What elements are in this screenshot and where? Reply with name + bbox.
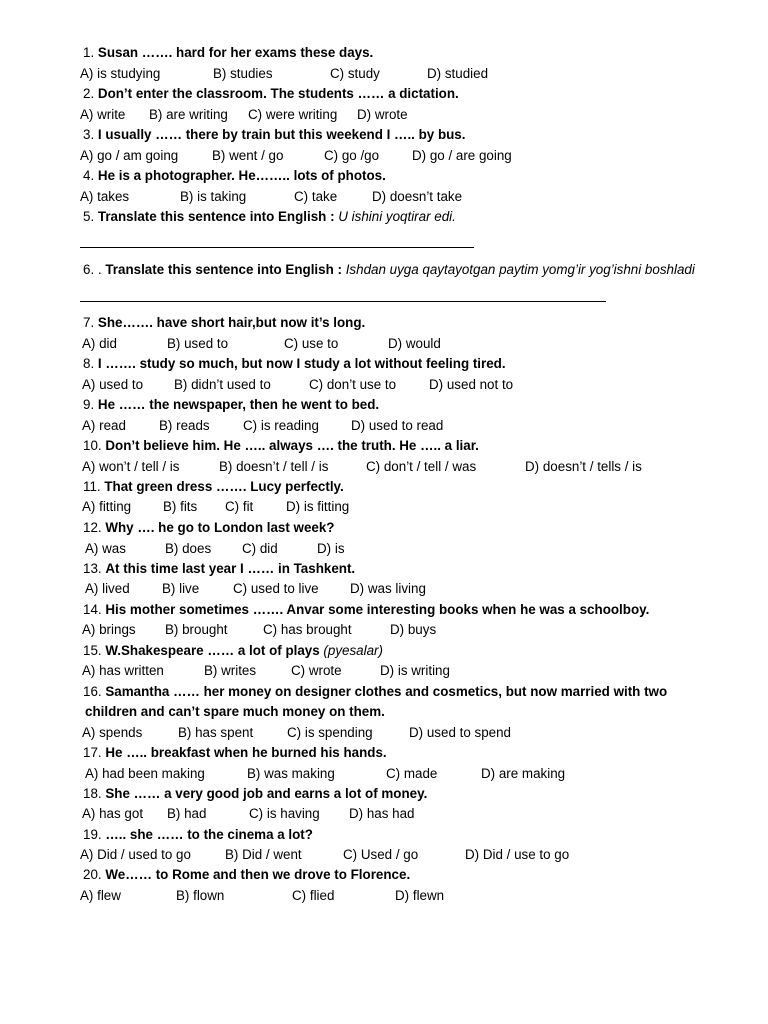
question-number: 14.: [83, 602, 102, 617]
question-text: Don’t believe him. He ….. always …. the truth. He ….. a liar.: [105, 438, 479, 453]
option-b[interactable]: B) does: [165, 541, 212, 556]
option-c[interactable]: C) go /go: [324, 148, 380, 163]
option-b[interactable]: B) fits: [163, 499, 198, 514]
question-11: [83, 479, 344, 495]
question-number: 4.: [83, 168, 95, 183]
question-text: Samantha …… her money on designer clothes and cosmetics, but now married with two: [105, 684, 668, 699]
question-number: 11.: [83, 479, 101, 494]
question-number: 1.: [83, 45, 95, 60]
question-20: [83, 867, 410, 883]
question-note: Ishdan uyga qaytayotgan paytim yomg’ir yog’ishni boshladi: [345, 262, 695, 277]
question-number: 2.: [83, 86, 95, 101]
question-note: U ishini yoqtirar edi.: [338, 209, 456, 224]
question-number: 8.: [83, 356, 95, 371]
option-d[interactable]: D) wrote: [357, 107, 408, 122]
option-d[interactable]: D) is writing: [380, 663, 450, 678]
question-number: 20.: [83, 867, 102, 882]
answer-line[interactable]: [80, 301, 606, 302]
question-text: ….. she …… to the cinema a lot?: [105, 827, 313, 842]
option-c[interactable]: C) is having: [249, 806, 320, 821]
question-10: [83, 438, 479, 454]
option-a[interactable]: A) Did / used to go: [80, 847, 191, 862]
option-c[interactable]: C) study: [330, 66, 380, 81]
option-c[interactable]: C) wrote: [291, 663, 342, 678]
option-a[interactable]: A) takes: [80, 189, 130, 204]
option-a[interactable]: A) did: [82, 336, 117, 351]
question-text: Susan ……. hard for her exams these days.: [97, 45, 374, 60]
option-b[interactable]: B) are writing: [149, 107, 228, 122]
option-a[interactable]: A) used to: [82, 377, 144, 392]
option-b[interactable]: B) was making: [247, 766, 335, 781]
option-c[interactable]: C) has brought: [263, 622, 352, 637]
option-d[interactable]: D) was living: [350, 581, 426, 596]
question-17: [83, 745, 387, 761]
question-5: [83, 209, 456, 225]
option-c[interactable]: C) don’t use to: [309, 377, 397, 392]
question-9: [83, 397, 379, 413]
option-a[interactable]: A) was: [85, 541, 126, 556]
option-b[interactable]: B) had: [167, 806, 207, 821]
option-c[interactable]: C) is spending: [287, 725, 373, 740]
question-6: [83, 262, 695, 278]
question-12: [83, 520, 335, 536]
option-d[interactable]: D) used to spend: [409, 725, 511, 740]
option-d[interactable]: D) go / are going: [412, 148, 512, 163]
question-14: [83, 602, 649, 618]
question-number: 6. .: [83, 262, 102, 277]
question-3: [83, 127, 465, 143]
question-text: She …… a very good job and earns a lot of money.: [105, 786, 428, 801]
question-text: At this time last year I …… in Tashkent.: [105, 561, 356, 576]
option-a[interactable]: A) brings: [82, 622, 136, 637]
option-b[interactable]: B) has spent: [178, 725, 254, 740]
option-a[interactable]: A) lived: [85, 581, 130, 596]
option-b[interactable]: B) used to: [167, 336, 229, 351]
option-a[interactable]: A) had been making: [85, 766, 205, 781]
question-7: [83, 315, 365, 331]
question-1: [83, 45, 373, 61]
option-c[interactable]: C) made: [386, 766, 438, 781]
answer-line[interactable]: [80, 247, 474, 248]
option-b[interactable]: B) flown: [176, 888, 225, 903]
question-text: Translate this sentence into English :: [105, 262, 342, 277]
question-number: 3.: [83, 127, 95, 142]
question-number: 13.: [83, 561, 102, 576]
option-d[interactable]: D) doesn’t take: [372, 189, 463, 204]
option-c[interactable]: C) use to: [284, 336, 339, 351]
option-b[interactable]: B) went / go: [212, 148, 284, 163]
option-c[interactable]: C) flied: [292, 888, 335, 903]
option-c[interactable]: C) take: [294, 189, 338, 204]
option-c[interactable]: C) don’t / tell / was: [366, 459, 477, 474]
option-a[interactable]: A) is studying: [80, 66, 161, 81]
question-text: That green dress ……. Lucy perfectly.: [104, 479, 344, 494]
question-text: His mother sometimes ……. Anvar some interesting books when he was a schoolboy.: [105, 602, 650, 617]
option-b[interactable]: B) Did / went: [225, 847, 302, 862]
question-19: [83, 827, 313, 843]
question-text: He …… the newspaper, then he went to bed.: [97, 397, 380, 412]
option-a[interactable]: A) write: [80, 107, 126, 122]
question-16: [83, 684, 667, 700]
question-15: [83, 643, 383, 659]
option-d[interactable]: D) is: [317, 541, 345, 556]
question-note: (pyesalar): [323, 643, 383, 658]
question-text: He ….. breakfast when he burned his hands.: [105, 745, 387, 760]
option-a[interactable]: A) go / am going: [80, 148, 179, 163]
question-18: [83, 786, 427, 802]
option-b[interactable]: B) brought: [165, 622, 228, 637]
question-text: Translate this sentence into English :: [97, 209, 335, 224]
option-a[interactable]: A) won’t / tell / is: [82, 459, 180, 474]
option-d[interactable]: D) are making: [481, 766, 566, 781]
question-4: [83, 168, 386, 184]
option-a[interactable]: A) read: [82, 418, 126, 433]
question-number: 17.: [83, 745, 102, 760]
option-d[interactable]: D) used not to: [429, 377, 514, 392]
question-number: 18.: [83, 786, 102, 801]
question-2: [83, 86, 459, 102]
question-13: [83, 561, 355, 577]
option-d[interactable]: D) flewn: [395, 888, 445, 903]
option-c[interactable]: C) used to live: [233, 581, 319, 596]
question-text: I ……. study so much, but now I study a lot without feeling tired.: [97, 356, 506, 371]
option-b[interactable]: B) studies: [213, 66, 273, 81]
question-number: 19.: [83, 827, 102, 842]
option-a[interactable]: A) has got: [82, 806, 144, 821]
option-a[interactable]: A) flew: [80, 888, 121, 903]
option-d[interactable]: D) doesn’t / tells / is: [525, 459, 642, 474]
option-c[interactable]: C) is reading: [243, 418, 319, 433]
question-text: Why …. he go to London last week?: [105, 520, 335, 535]
option-d[interactable]: D) Did / use to go: [465, 847, 570, 862]
question-number: 7.: [83, 315, 95, 330]
question-number: 5.: [83, 209, 95, 224]
option-a[interactable]: A) fitting: [82, 499, 132, 514]
option-a[interactable]: A) spends: [82, 725, 143, 740]
option-b[interactable]: B) live: [162, 581, 200, 596]
option-d[interactable]: D) studied: [427, 66, 489, 81]
option-b[interactable]: B) reads: [159, 418, 210, 433]
question-16-continued: [85, 704, 385, 720]
option-c[interactable]: C) fit: [225, 499, 254, 514]
question-text: Don’t enter the classroom. The students …… a dictation.: [97, 86, 459, 101]
question-text: We…… to Rome and then we drove to Florence.: [105, 867, 411, 882]
option-b[interactable]: B) is taking: [180, 189, 247, 204]
option-b[interactable]: B) writes: [204, 663, 257, 678]
question-8: [83, 356, 506, 372]
question-number: 16.: [83, 684, 102, 699]
question-number: 10.: [83, 438, 102, 453]
question-text: W.Shakespeare …… a lot of plays: [105, 643, 320, 658]
option-b[interactable]: B) didn’t used to: [174, 377, 271, 392]
option-d[interactable]: D) buys: [390, 622, 437, 637]
option-a[interactable]: A) has written: [82, 663, 164, 678]
question-text: I usually …… there by train but this weekend I ….. by bus.: [97, 127, 466, 142]
question-text: He is a photographer. He…….. lots of photos.: [97, 168, 386, 183]
option-c[interactable]: C) did: [242, 541, 278, 556]
option-c[interactable]: C) Used / go: [343, 847, 419, 862]
option-d[interactable]: D) is fitting: [286, 499, 350, 514]
question-text: children and can’t spare much money on them.: [85, 704, 385, 719]
option-d[interactable]: D) has had: [349, 806, 415, 821]
option-d[interactable]: D) would: [388, 336, 441, 351]
option-c[interactable]: C) were writing: [248, 107, 338, 122]
question-number: 9.: [83, 397, 95, 412]
question-number: 15.: [83, 643, 102, 658]
option-b[interactable]: B) doesn’t / tell / is: [219, 459, 329, 474]
option-d[interactable]: D) used to read: [351, 418, 444, 433]
question-text: She……. have short hair,but now it’s long.: [97, 315, 366, 330]
question-number: 12.: [83, 520, 102, 535]
